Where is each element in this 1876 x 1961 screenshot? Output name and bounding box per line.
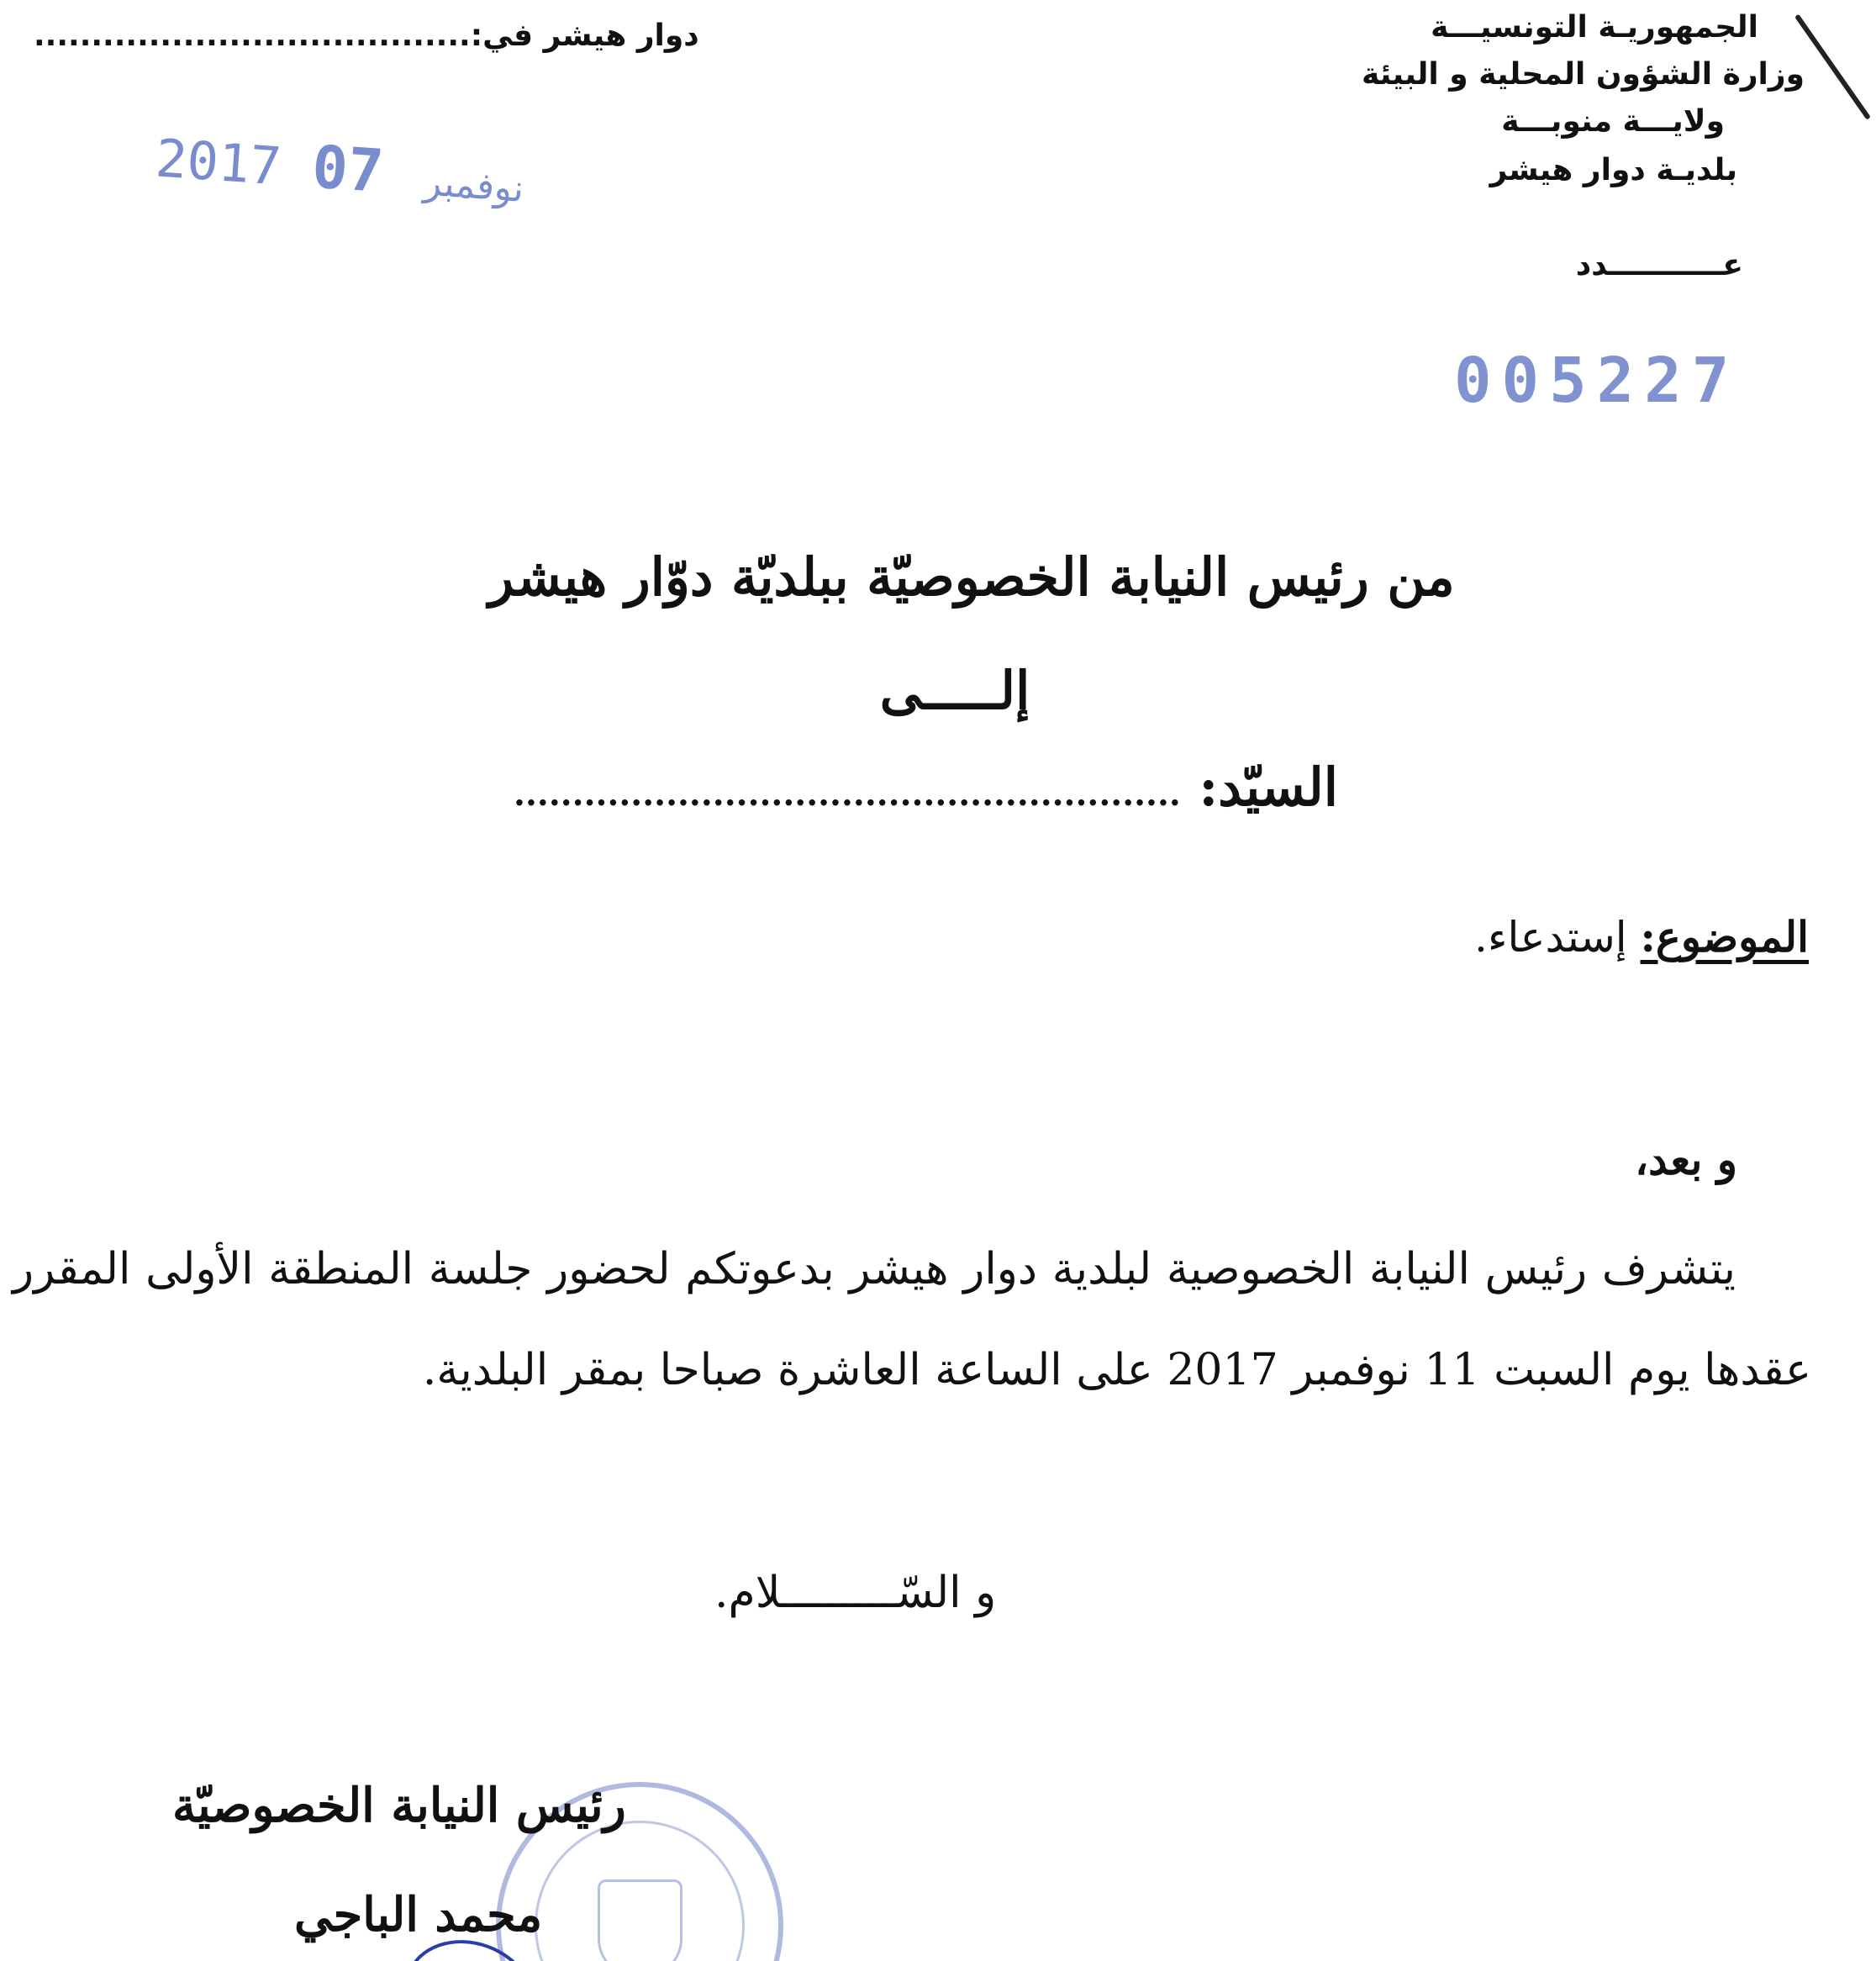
- title-from: من رئيس النيابة الخصوصيّة ببلديّة دوّار هيشر: [488, 546, 1455, 608]
- signature-name: محمد الباجي: [294, 1887, 543, 1943]
- subject-label: الموضوع:: [1640, 912, 1809, 962]
- date-stamp-day: 07: [309, 132, 386, 207]
- recipient-line: [514, 756, 1338, 818]
- signature-title: رئيس النيابة الخصوصيّة: [172, 1778, 626, 1833]
- date-line-dots: ......................................: [34, 18, 471, 53]
- recipient-dots: .........................................................: [514, 774, 1181, 814]
- date-stamp-month: نوفمبر: [422, 161, 525, 211]
- header-municipality: بلديـة دوار هيشر: [1489, 153, 1737, 187]
- body-paragraph: يتشرف رئيس النيابة الخصوصية لبلدية دوار هيشر بدعوتكم لحضور جلسة المنطقة الأولى المقرر عقدها يوم السبت 11 نوفمبر 2017 على الساعة العاشرة صباحا بمقر البلدية.: [13, 1244, 1811, 1395]
- seal-emblem-icon: [598, 1879, 682, 1961]
- subject-value: إستدعاء.: [1474, 913, 1627, 962]
- title-to: إلـــــى: [879, 660, 1030, 721]
- date-line: [34, 18, 699, 53]
- header-ministry: وزارة الشؤون المحلية و البيئة: [1361, 57, 1805, 92]
- greeting: و بعد،: [1635, 1135, 1737, 1184]
- header-slash-mark: [1794, 14, 1871, 120]
- closing: و السّـــــــــلام.: [714, 1568, 997, 1618]
- date-stamp: [154, 121, 537, 216]
- recipient-label: السيّد:: [1199, 756, 1338, 818]
- header-governorate: ولايـــة منوبـــة: [1501, 104, 1725, 139]
- header-republic: الجمهوريـة التونسيـــة: [1431, 10, 1758, 45]
- subject-line: [1474, 912, 1809, 962]
- date-line-label: دوار هيشر في:: [470, 18, 699, 53]
- date-stamp-year: 2017: [153, 127, 283, 198]
- reference-number-stamp: 005227: [1454, 345, 1740, 417]
- header-number-label: عـــــــــــدد: [1575, 248, 1743, 282]
